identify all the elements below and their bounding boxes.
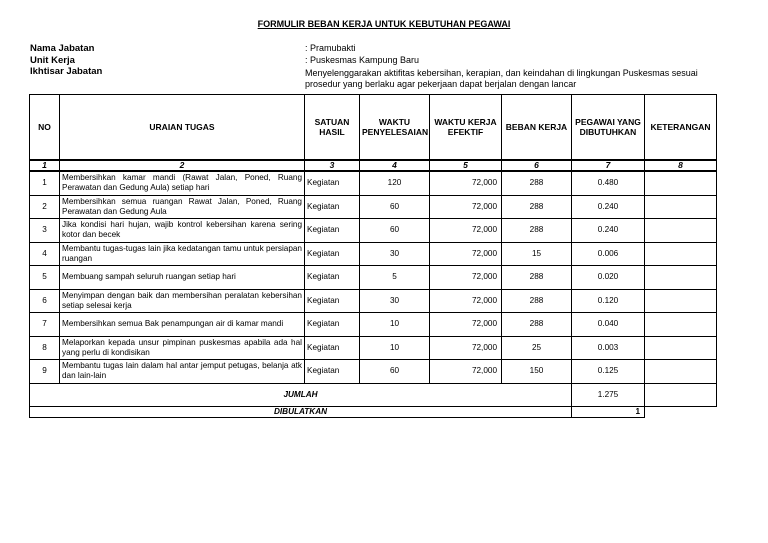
dibulatkan-value: 1 bbox=[572, 406, 645, 417]
row-uraian: Melaporkan kepada unsur pimpinan puskesmas apabila ada hal yang perlu di kondisikan bbox=[60, 336, 305, 360]
row-efektif: 72,000 bbox=[430, 360, 502, 384]
row-beban: 288 bbox=[502, 171, 572, 195]
row-uraian: Jika kondisi hari hujan, wajib kontrol kebersihan karena sering kotor dan becek bbox=[60, 219, 305, 243]
ikhtisar-value: Menyelenggarakan aktifitas kebersihan, kerapian, dan keindahan di lingkungan Puskesmas sesuai prosedur yang berlaku agar pekerjaan dapat berjalan dengan lancar bbox=[305, 68, 698, 89]
row-keterangan bbox=[645, 336, 717, 360]
row-efektif: 72,000 bbox=[430, 266, 502, 290]
workload-table bbox=[29, 94, 717, 418]
row-waktu: 60 bbox=[360, 219, 430, 243]
row-waktu: 5 bbox=[360, 266, 430, 290]
row-beban: 15 bbox=[502, 242, 572, 266]
row-uraian: Membuang sampah seluruh ruangan setiap hari bbox=[60, 266, 305, 290]
row-waktu: 30 bbox=[360, 242, 430, 266]
table-row bbox=[30, 313, 717, 337]
header-keterangan: KETERANGAN bbox=[645, 95, 717, 161]
header-waktu: WAKTU PENYELESAIAN bbox=[360, 95, 430, 161]
table-row bbox=[30, 360, 717, 384]
row-pegawai: 0.006 bbox=[572, 242, 645, 266]
row-satuan: Kegiatan bbox=[305, 313, 360, 337]
dibulatkan-row bbox=[30, 406, 717, 417]
col-number: 7 bbox=[572, 160, 645, 171]
row-efektif: 72,000 bbox=[430, 242, 502, 266]
row-keterangan bbox=[645, 266, 717, 290]
row-keterangan bbox=[645, 219, 717, 243]
row-no: 9 bbox=[30, 360, 60, 384]
row-pegawai: 0.120 bbox=[572, 289, 645, 313]
row-pegawai: 0.480 bbox=[572, 171, 645, 195]
row-beban: 288 bbox=[502, 289, 572, 313]
row-beban: 288 bbox=[502, 195, 572, 219]
row-no: 4 bbox=[30, 242, 60, 266]
task-rows bbox=[30, 171, 717, 383]
col-number: 4 bbox=[360, 160, 430, 171]
row-no: 5 bbox=[30, 266, 60, 290]
row-pegawai: 0.003 bbox=[572, 336, 645, 360]
row-keterangan bbox=[645, 360, 717, 384]
row-pegawai: 0.125 bbox=[572, 360, 645, 384]
row-satuan: Kegiatan bbox=[305, 171, 360, 195]
jumlah-ket bbox=[645, 383, 717, 406]
row-efektif: 72,000 bbox=[430, 289, 502, 313]
header-efektif: WAKTU KERJA EFEKTIF bbox=[430, 95, 502, 161]
table-row bbox=[30, 242, 717, 266]
form-title: FORMULIR BEBAN KERJA UNTUK KEBUTUHAN PEGAWAI bbox=[257, 19, 511, 29]
header-no: NO bbox=[30, 95, 60, 161]
row-waktu: 30 bbox=[360, 289, 430, 313]
col-number: 8 bbox=[645, 160, 717, 171]
table-row bbox=[30, 289, 717, 313]
col-number: 1 bbox=[30, 160, 60, 171]
col-number: 5 bbox=[430, 160, 502, 171]
header-uraian: URAIAN TUGAS bbox=[60, 95, 305, 161]
row-satuan: Kegiatan bbox=[305, 289, 360, 313]
row-pegawai: 0.240 bbox=[572, 219, 645, 243]
row-keterangan bbox=[645, 195, 717, 219]
row-efektif: 72,000 bbox=[430, 336, 502, 360]
row-efektif: 72,000 bbox=[430, 313, 502, 337]
row-satuan: Kegiatan bbox=[305, 336, 360, 360]
row-beban: 25 bbox=[502, 336, 572, 360]
row-uraian: Membersihkan kamar mandi (Rawat Jalan, Poned, Ruang Perawatan dan Gedung Aula) setiap hari bbox=[60, 171, 305, 195]
row-uraian: Membantu tugas-tugas lain jika kedatangan tamu untuk persiapan ruangan bbox=[60, 242, 305, 266]
jumlah-value: 1.275 bbox=[572, 383, 645, 406]
row-waktu: 60 bbox=[360, 195, 430, 219]
row-efektif: 72,000 bbox=[430, 219, 502, 243]
header-satuan: SATUAN HASIL bbox=[305, 95, 360, 161]
row-pegawai: 0.040 bbox=[572, 313, 645, 337]
row-satuan: Kegiatan bbox=[305, 219, 360, 243]
table-row bbox=[30, 195, 717, 219]
dibulatkan-label: DIBULATKAN bbox=[30, 406, 572, 417]
jabatan-value: : Pramubakti bbox=[305, 43, 356, 53]
row-no: 1 bbox=[30, 171, 60, 195]
row-beban: 288 bbox=[502, 313, 572, 337]
row-waktu: 60 bbox=[360, 360, 430, 384]
col-number: 6 bbox=[502, 160, 572, 171]
ikhtisar-label: Ikhtisar Jabatan bbox=[30, 66, 103, 77]
row-satuan: Kegiatan bbox=[305, 360, 360, 384]
row-beban: 150 bbox=[502, 360, 572, 384]
row-efektif: 72,000 bbox=[430, 195, 502, 219]
row-no: 6 bbox=[30, 289, 60, 313]
row-waktu: 10 bbox=[360, 313, 430, 337]
row-waktu: 10 bbox=[360, 336, 430, 360]
row-waktu: 120 bbox=[360, 171, 430, 195]
col-number: 3 bbox=[305, 160, 360, 171]
row-satuan: Kegiatan bbox=[305, 266, 360, 290]
header-row bbox=[30, 95, 717, 161]
row-uraian: Membersihkan semua ruangan Rawat Jalan, Poned, Ruang Perawatan dan Gedung Aula bbox=[60, 195, 305, 219]
row-keterangan bbox=[645, 313, 717, 337]
jumlah-label: JUMLAH bbox=[30, 383, 572, 406]
row-keterangan bbox=[645, 289, 717, 313]
row-beban: 288 bbox=[502, 219, 572, 243]
table-row bbox=[30, 266, 717, 290]
row-uraian: Membersihkan semua Bak penampungan air di kamar mandi bbox=[60, 313, 305, 337]
col-number: 2 bbox=[60, 160, 305, 171]
row-satuan: Kegiatan bbox=[305, 195, 360, 219]
header-beban: BEBAN KERJA bbox=[502, 95, 572, 161]
header-pegawai: PEGAWAI YANG DIBUTUHKAN bbox=[572, 95, 645, 161]
row-no: 8 bbox=[30, 336, 60, 360]
unit-label: Unit Kerja bbox=[30, 55, 75, 66]
row-pegawai: 0.240 bbox=[572, 195, 645, 219]
row-no: 7 bbox=[30, 313, 60, 337]
row-beban: 288 bbox=[502, 266, 572, 290]
row-no: 2 bbox=[30, 195, 60, 219]
row-uraian: Membantu tugas lain dalam hal antar jemput petugas, belanja atk dan lain-lain bbox=[60, 360, 305, 384]
jabatan-label: Nama Jabatan bbox=[30, 43, 95, 54]
row-no: 3 bbox=[30, 219, 60, 243]
table-row bbox=[30, 336, 717, 360]
jumlah-row bbox=[30, 383, 717, 406]
row-keterangan bbox=[645, 242, 717, 266]
row-keterangan bbox=[645, 171, 717, 195]
row-satuan: Kegiatan bbox=[305, 242, 360, 266]
table-row bbox=[30, 219, 717, 243]
row-pegawai: 0.020 bbox=[572, 266, 645, 290]
row-uraian: Menyimpan dengan baik dan membersihan peralatan kebersihan setiap selesai kerja bbox=[60, 289, 305, 313]
row-efektif: 72,000 bbox=[430, 171, 502, 195]
unit-value: : Puskesmas Kampung Baru bbox=[305, 55, 420, 65]
column-number-row bbox=[30, 160, 717, 171]
table-row bbox=[30, 171, 717, 195]
dibulatkan-blank bbox=[645, 406, 717, 417]
